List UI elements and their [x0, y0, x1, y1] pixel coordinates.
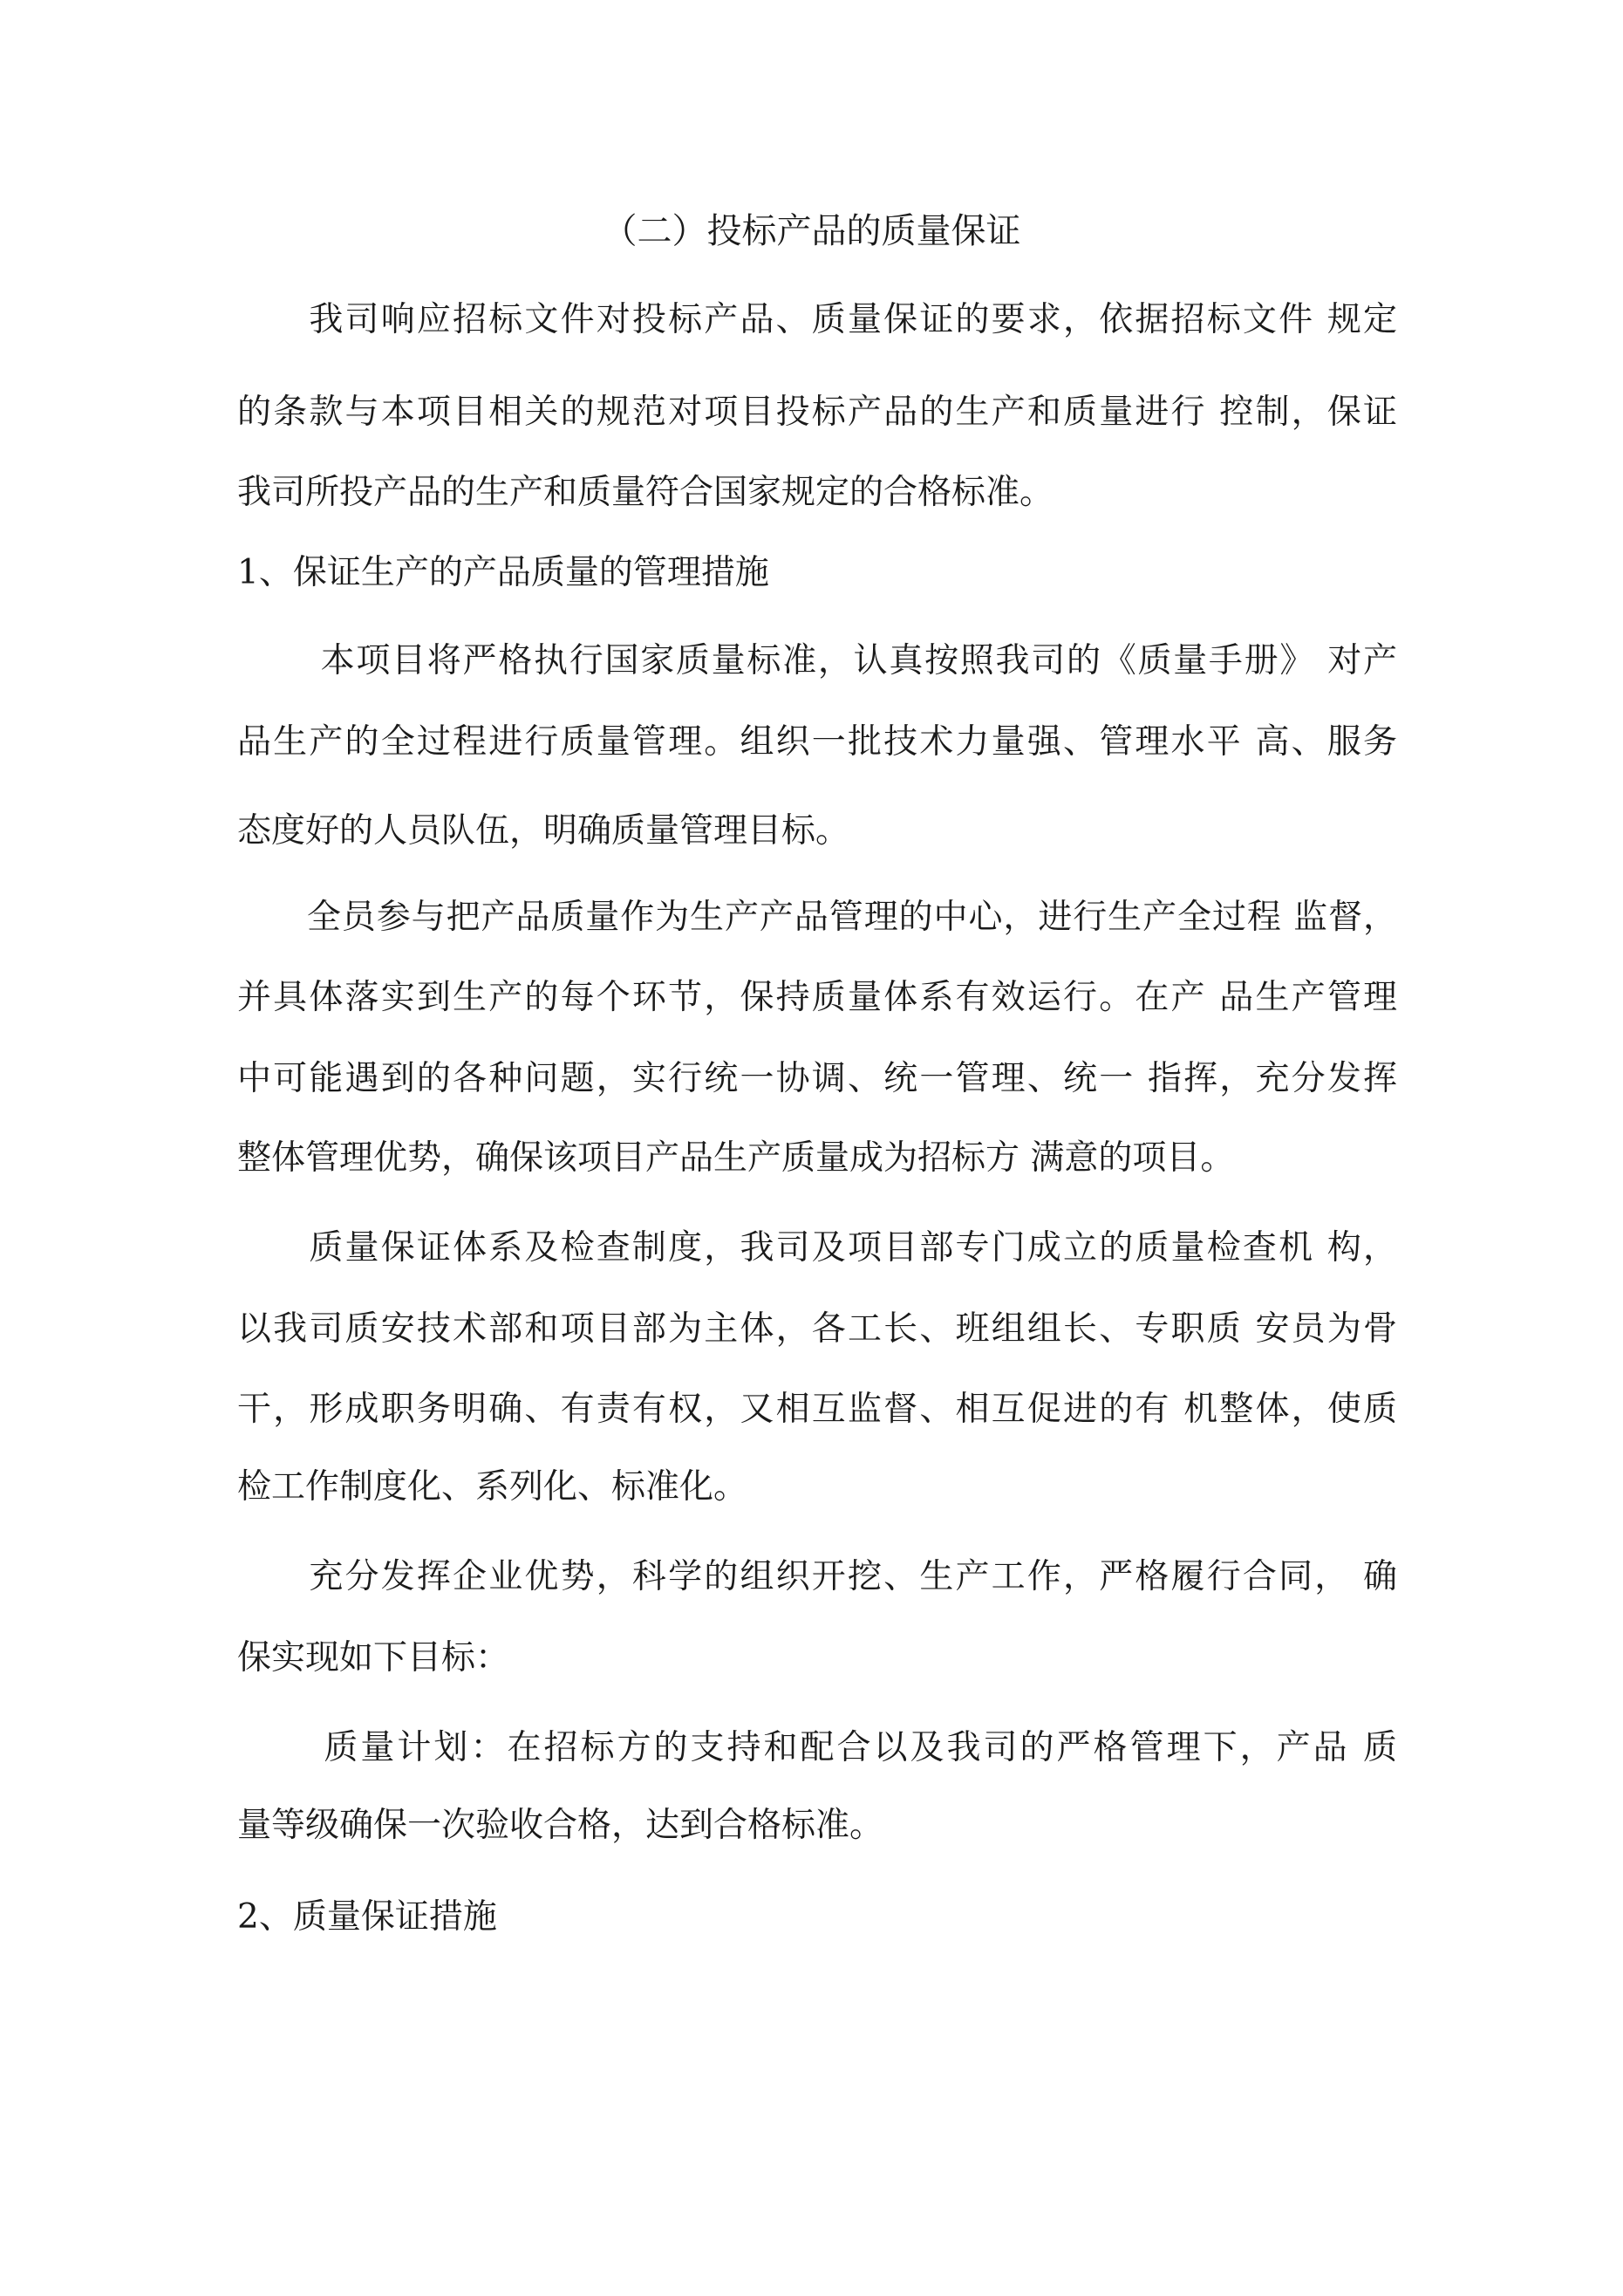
document-title: （二）投标产品的质量保证 — [602, 211, 1021, 251]
paragraph-line: 质量保证体系及检查制度，我司及项目部专门成立的质量检查机 构， — [237, 1228, 1397, 1268]
paragraph-line: 量等级确保一次验收合格，达到合格标准。 — [237, 1806, 884, 1845]
paragraph-line: 品生产的全过程进行质量管理。组织一批技术力量强、管理水平 高、服务 — [237, 722, 1397, 762]
paragraph-line: 检工作制度化、系列化、标准化。 — [237, 1467, 748, 1507]
paragraph-line: 全员参与把产品质量作为生产产品管理的中心，进行生产全过程 监督， — [237, 898, 1397, 937]
paragraph-line: 整体管理优势，确保该项目产品生产质量成为招标方 满意的项目。 — [237, 1138, 1235, 1178]
paragraph-line: 的条款与本项目相关的规范对项目投标产品的生产和质量进行 控制，保证 — [237, 393, 1397, 432]
paragraph-line: 保实现如下目标： — [237, 1638, 510, 1678]
paragraph-line: 中可能遇到的各种问题，实行统一协调、统一管理、统一 指挥，充分发挥 — [237, 1059, 1397, 1098]
paragraph-line: 我司所投产品的生产和质量符合国家规定的合格标准。 — [237, 473, 1054, 512]
paragraph-line: 并具体落实到生产的每个环节，保持质量体系有效运行。在产 品生产管理 — [237, 978, 1397, 1017]
paragraph-line: 本项目将严格执行国家质量标准，认真按照我司的《质量手册》 对产 — [237, 641, 1397, 680]
paragraph-line: 以我司质安技术部和项目部为主体，各工长、班组组长、专职质 安员为骨 — [237, 1309, 1397, 1349]
section-heading-1: 1、保证生产的产品质量的管理措施 — [237, 553, 769, 592]
paragraph-line: 我司响应招标文件对投标产品、质量保证的要求，依据招标文件 规定 — [237, 300, 1397, 339]
paragraph-line: 充分发挥企业优势，科学的组织开挖、生产工作，严格履行合同， 确 — [237, 1557, 1397, 1596]
paragraph-line: 质量计划：在招标方的支持和配合以及我司的严格管理下，产品 质 — [237, 1728, 1397, 1767]
section-heading-2: 2、质量保证措施 — [237, 1897, 497, 1937]
paragraph-line: 态度好的人员队伍，明确质量管理目标。 — [237, 811, 850, 851]
paragraph-line: 干，形成职务明确、有责有权，又相互监督、相互促进的有 机整体，使质 — [237, 1390, 1397, 1429]
